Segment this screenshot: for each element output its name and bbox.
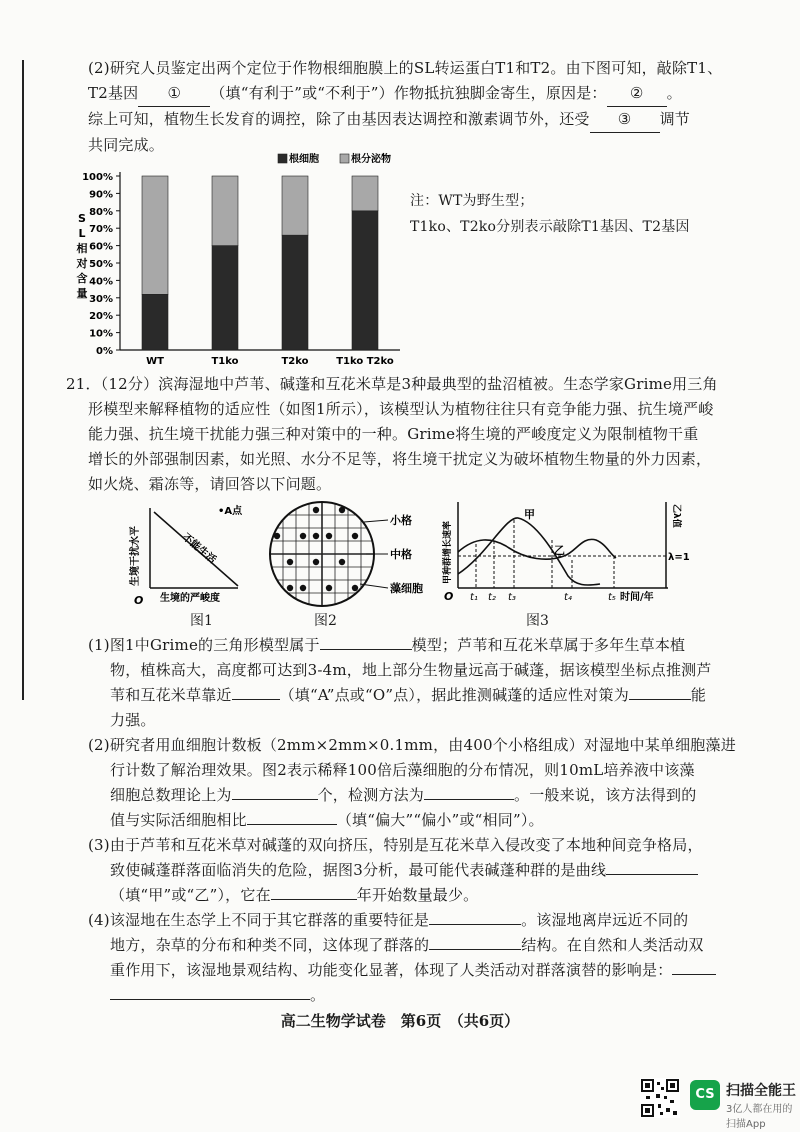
fig3-origin: O bbox=[444, 590, 454, 603]
blank-structure[interactable] bbox=[429, 949, 521, 950]
q21-sub2: (2)研究者用血细胞计数板（2mm×2mm×0.1mm，由400个小格组成）对湿地中某单细胞藻进 行计数了解治理效果。图2表示稀释100倍后藻细胞的分布情况，则10mL培养液中该藻 细胞总数理论上为 个，检测方法为 。一般来说，该方法得到的 值与实际活细胞相比 （填“偏大”“偏小”或“相同”）。 bbox=[88, 736, 736, 829]
chart-note: 注：WT为野生型； T1ko、T2ko分别表示敲除T1基因、T2基因 bbox=[410, 193, 690, 235]
chart-y-tick-label: 20% bbox=[89, 311, 113, 323]
binding-margin-line bbox=[22, 60, 24, 700]
chart-x-tick-label: T1ko bbox=[211, 356, 239, 367]
chart-y-tick-label: 0% bbox=[96, 346, 113, 357]
qr-code-icon bbox=[640, 1078, 680, 1118]
answer-blank-3[interactable]: ③ bbox=[590, 107, 660, 133]
fig3-x-label: 时间/年 bbox=[620, 592, 654, 603]
fig3-y-right-label: 乙λ值 bbox=[671, 504, 681, 528]
fig1-y-label: 生境干扰水平 bbox=[130, 526, 141, 586]
fig1-a-point: •A点 bbox=[218, 506, 243, 517]
chart-y-tick-label: 30% bbox=[89, 293, 113, 305]
chart-x-tick-label: WT bbox=[146, 356, 164, 367]
fig1-x-label: 生境的严峻度 bbox=[160, 593, 220, 604]
sl-bar-chart bbox=[70, 148, 410, 370]
camscanner-tagline: 3亿人都在用的扫描App bbox=[726, 1104, 793, 1130]
fig1-caption: 图1 bbox=[190, 613, 213, 629]
chart-x-tick-label: T1ko T2ko bbox=[336, 356, 394, 367]
fig3-t2: t₂ bbox=[488, 592, 496, 603]
chart-y-label-char: 量 bbox=[76, 287, 88, 300]
legend-swatch bbox=[278, 154, 287, 163]
chart-y-tick-label: 50% bbox=[89, 259, 113, 270]
blank-method[interactable] bbox=[424, 799, 514, 800]
chart-y-label-char: S bbox=[78, 212, 86, 225]
blank-strategy[interactable] bbox=[629, 699, 691, 700]
algae-cell-dot bbox=[313, 533, 319, 539]
blank-impact-b[interactable] bbox=[110, 999, 310, 1000]
chart-y-tick-label: 100% bbox=[82, 172, 113, 183]
blank-curve[interactable] bbox=[606, 874, 698, 875]
answer-blank-1[interactable]: ① bbox=[138, 81, 210, 107]
blank-point[interactable] bbox=[232, 699, 280, 700]
legend-label: 根分泌物 bbox=[351, 154, 391, 165]
blank-impact-a[interactable] bbox=[672, 974, 716, 975]
chart-y-tick-label: 40% bbox=[89, 276, 113, 288]
algae-cell-dot bbox=[287, 559, 293, 565]
fig1-hyp-label: 不能生活 bbox=[180, 531, 218, 567]
figure-2 bbox=[262, 498, 442, 610]
chart-y-label-char: L bbox=[78, 227, 86, 240]
q20-part2: (2)研究人员鉴定出两个定位于作物根细胞膜上的SL转运蛋白T1和T2。由下图可知，敲除T1、 T2基因 ① （填“有利于”或“不利于”）作物抵抗独脚金寄生，原因是： ② 。 综上可知，植物生长发育的调控，除了由基因表达调控和激素调节外，还受 ③ 调节 共同完成。 bbox=[88, 59, 723, 154]
curve-jia bbox=[458, 518, 600, 585]
bar-root-cell bbox=[142, 294, 168, 350]
algae-cell-dot bbox=[287, 585, 293, 591]
blank-model-type[interactable] bbox=[320, 649, 412, 650]
bar-root-cell bbox=[352, 211, 378, 350]
bar-root-cell bbox=[212, 246, 238, 350]
algae-cell-dot bbox=[313, 507, 319, 513]
legend-label: 根细胞 bbox=[289, 154, 319, 165]
fig2-label-mid: 中格 bbox=[390, 548, 412, 561]
q21-sub1: (1)图1中Grime的三角形模型属于 模型；芦苇和互花米草属于多年生草本植 物，植株高大，高度都可达到3-4m，地上部分生物量远高于碱蓬，据该模型坐标点推测芦 苇和互花米草靠近 （填“A”点或“O”点），据此推测碱蓬的适应性对策为 能 力强。 bbox=[88, 636, 712, 729]
chart-y-label-char: 对 bbox=[76, 257, 88, 270]
algae-cell-dot bbox=[326, 533, 332, 539]
fig3-t3: t₃ bbox=[508, 592, 516, 603]
camscanner-name: 扫描全能王 bbox=[726, 1083, 796, 1099]
chart-y-tick-label: 90% bbox=[89, 189, 113, 201]
legend-swatch bbox=[340, 154, 349, 163]
bar-root-exudate bbox=[212, 176, 238, 246]
blank-compare[interactable] bbox=[247, 824, 337, 825]
page-footer: 高二生物学试卷 第6页 （共6页） bbox=[280, 1012, 520, 1030]
figure-1 bbox=[120, 500, 270, 610]
camscanner-logo-icon: CS bbox=[690, 1080, 720, 1110]
fig3-y-left-label: 甲种群增长速率 bbox=[443, 520, 453, 584]
algae-cell-dot bbox=[352, 585, 358, 591]
algae-cell-dot bbox=[274, 585, 280, 591]
fig2-label-algae: 藻细胞 bbox=[390, 582, 423, 595]
chart-x-tick-label: T2ko bbox=[281, 356, 309, 367]
bar-root-exudate bbox=[142, 176, 168, 294]
fig3-caption: 图3 bbox=[526, 613, 549, 629]
algae-cell-dot bbox=[313, 559, 319, 565]
fig3-t1: t₁ bbox=[470, 592, 478, 603]
chart-y-tick-label: 70% bbox=[89, 224, 113, 236]
algae-cell-dot bbox=[300, 533, 306, 539]
bar-root-exudate bbox=[282, 176, 308, 235]
bar-root-cell bbox=[282, 235, 308, 350]
chart-y-label-char: 含 bbox=[76, 272, 88, 285]
fig1-origin: O bbox=[134, 594, 144, 607]
fig3-t5: t₅ bbox=[608, 592, 616, 603]
fig2-caption: 图2 bbox=[314, 613, 337, 629]
chart-y-tick-label: 10% bbox=[89, 328, 113, 340]
q21-sub4: (4)该湿地在生态学上不同于其它群落的重要特征是 。该湿地离岸远近不同的 地方，杂草的分布和种类不同，这体现了群落的 结构。在自然和人类活动双 重作用下，该湿地景观结构、功能变化显著，体现了人类活动对群落演替的影响是： 。 bbox=[88, 908, 788, 1008]
algae-cell-dot bbox=[352, 533, 358, 539]
fig3-t4: t₄ bbox=[564, 592, 572, 603]
q21-sub3: (3)由于芦苇和互花米草对碱蓬的双向挤压，特别是互花米草入侵改变了本地种间竞争格局， 致使碱蓬群落面临消失的危险，据图3分析，最可能代表碱蓬种群的是曲线 （填“甲”或“乙”），它在 年开始数量最少。 bbox=[88, 836, 703, 904]
figure-3 bbox=[436, 496, 776, 608]
algae-cell-dot bbox=[300, 585, 306, 591]
algae-cell-dot bbox=[326, 585, 332, 591]
fig3-lambda-label: λ=1 bbox=[668, 552, 690, 563]
algae-cell-dot bbox=[339, 559, 345, 565]
chart-y-label-char: 相 bbox=[76, 242, 88, 255]
blank-cell-count[interactable] bbox=[232, 799, 318, 800]
chart-y-tick-label: 80% bbox=[89, 206, 113, 218]
q21-intro: 21．（12分）滨海湿地中芦苇、碱蓬和互花米草是3种最典型的盐沼植被。生态学家Grime用三角 形模型来解释植物的适应性（如图1所示），该模型认为植物往往只有竞争能力强、抗生境严峻 能力强、抗生境干扰能力强三种对策中的一种。Grime将生境的严峻度定义为限制植物干重 增长的外部强制因素，如光照、水分不足等，将生境干扰定义为破坏植物生物量的外力因素， 如火烧、霜冻等，请回答以下问题。 bbox=[66, 375, 718, 493]
fig3-label-jia: 甲 bbox=[524, 508, 535, 521]
fig2-label-small: 小格 bbox=[390, 514, 412, 527]
blank-year[interactable] bbox=[271, 899, 357, 900]
curve-yi bbox=[458, 539, 616, 559]
blank-feature[interactable] bbox=[429, 924, 521, 925]
chart-y-tick-label: 60% bbox=[89, 241, 113, 253]
answer-blank-2[interactable]: ② bbox=[607, 81, 667, 107]
fig3-label-yi: 乙 bbox=[554, 544, 565, 557]
bar-root-exudate bbox=[352, 176, 378, 211]
